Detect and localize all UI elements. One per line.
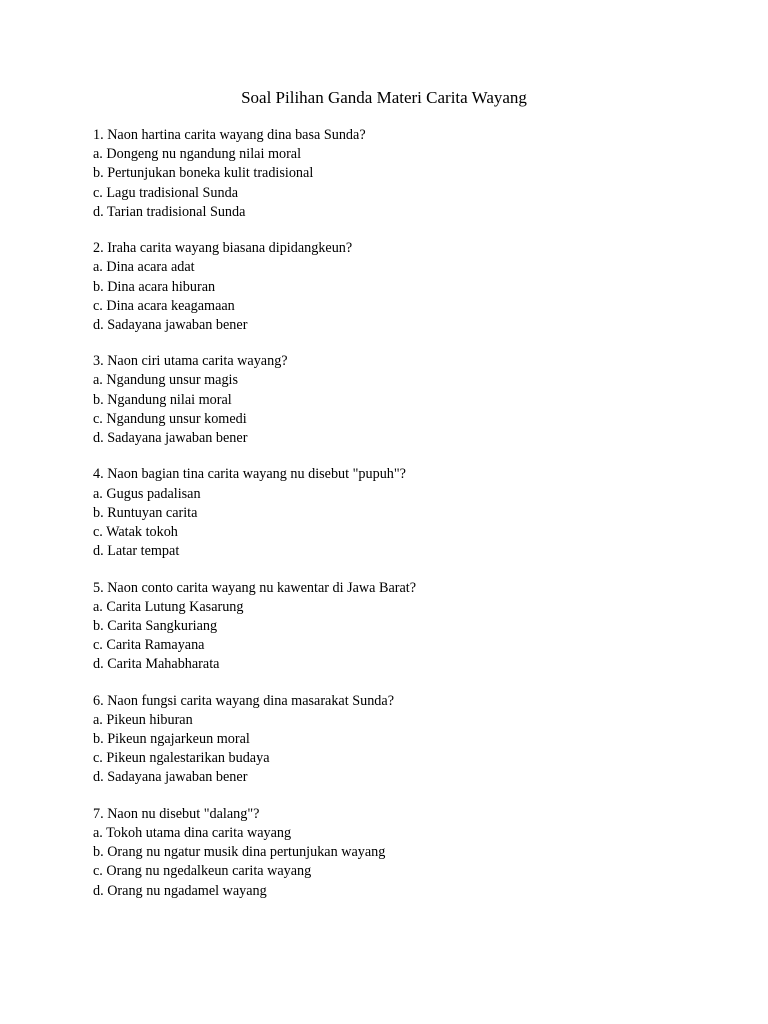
option-d: d. Sadayana jawaban bener xyxy=(93,316,248,333)
document-title: Soal Pilihan Ganda Materi Carita Wayang xyxy=(241,88,527,107)
option-a: a. Dina acara adat xyxy=(93,259,195,276)
question-5 xyxy=(93,579,733,675)
question-text: 6. Naon fungsi carita wayang dina masarakat Sunda? xyxy=(93,692,394,709)
option-d: d. Orang nu ngadamel wayang xyxy=(93,882,267,899)
option-d: d. Tarian tradisional Sunda xyxy=(93,203,246,220)
option-a: a. Tokoh utama dina carita wayang xyxy=(93,824,292,841)
question-text: 7. Naon nu disebut "dalang"? xyxy=(93,805,260,822)
option-d: d. Sadayana jawaban bener xyxy=(93,430,248,446)
option-d: d. Latar tempat xyxy=(93,543,180,560)
question-text: 1. Naon hartina carita wayang dina basa Sunda? xyxy=(93,127,366,143)
question-4 xyxy=(93,465,733,561)
question-3 xyxy=(93,352,733,448)
option-b: b. Carita Sangkuriang xyxy=(93,617,218,634)
option-c: c. Orang nu ngedalkeun carita wayang xyxy=(93,863,312,880)
question-text: 5. Naon conto carita wayang nu kawentar di Jawa Barat? xyxy=(93,579,417,596)
option-a: a. Carita Lutung Kasarung xyxy=(93,598,244,615)
question-text: 3. Naon ciri utama carita wayang? xyxy=(93,353,288,370)
question-2 xyxy=(93,239,733,335)
option-a: a. Ngandung unsur magis xyxy=(93,372,239,389)
option-a: a. Pikeun hiburan xyxy=(93,711,193,728)
option-b: b. Pertunjukan boneka kulit tradisional xyxy=(93,165,314,182)
option-c: c. Watak tokoh xyxy=(93,523,178,540)
option-c: c. Ngandung unsur komedi xyxy=(93,410,247,427)
question-6 xyxy=(93,692,733,788)
option-d: d. Sadayana jawaban bener xyxy=(93,769,248,786)
option-a: a. Gugus padalisan xyxy=(93,485,201,502)
option-c: c. Pikeun ngalestarikan budaya xyxy=(93,750,270,767)
question-1 xyxy=(93,126,733,222)
option-a: a. Dongeng nu ngandung nilai moral xyxy=(93,146,302,163)
option-c: c. Carita Ramayana xyxy=(93,637,205,654)
option-d: d. Carita Mahabharata xyxy=(93,656,220,673)
option-c: c. Lagu tradisional Sunda xyxy=(93,184,238,201)
option-b: b. Orang nu ngatur musik dina pertunjukan wayang xyxy=(93,844,386,861)
option-b: b. Dina acara hiburan xyxy=(93,278,216,295)
option-b: b. Runtuyan carita xyxy=(93,504,198,521)
question-7 xyxy=(93,805,733,901)
question-list xyxy=(93,126,733,918)
option-b: b. Pikeun ngajarkeun moral xyxy=(93,731,250,747)
question-text: 4. Naon bagian tina carita wayang nu disebut "pupuh"? xyxy=(93,466,406,483)
option-c: c. Dina acara keagamaan xyxy=(93,297,235,314)
option-b: b. Ngandung nilai moral xyxy=(93,391,232,408)
question-text: 2. Iraha carita wayang biasana dipidangkeun? xyxy=(93,240,353,257)
